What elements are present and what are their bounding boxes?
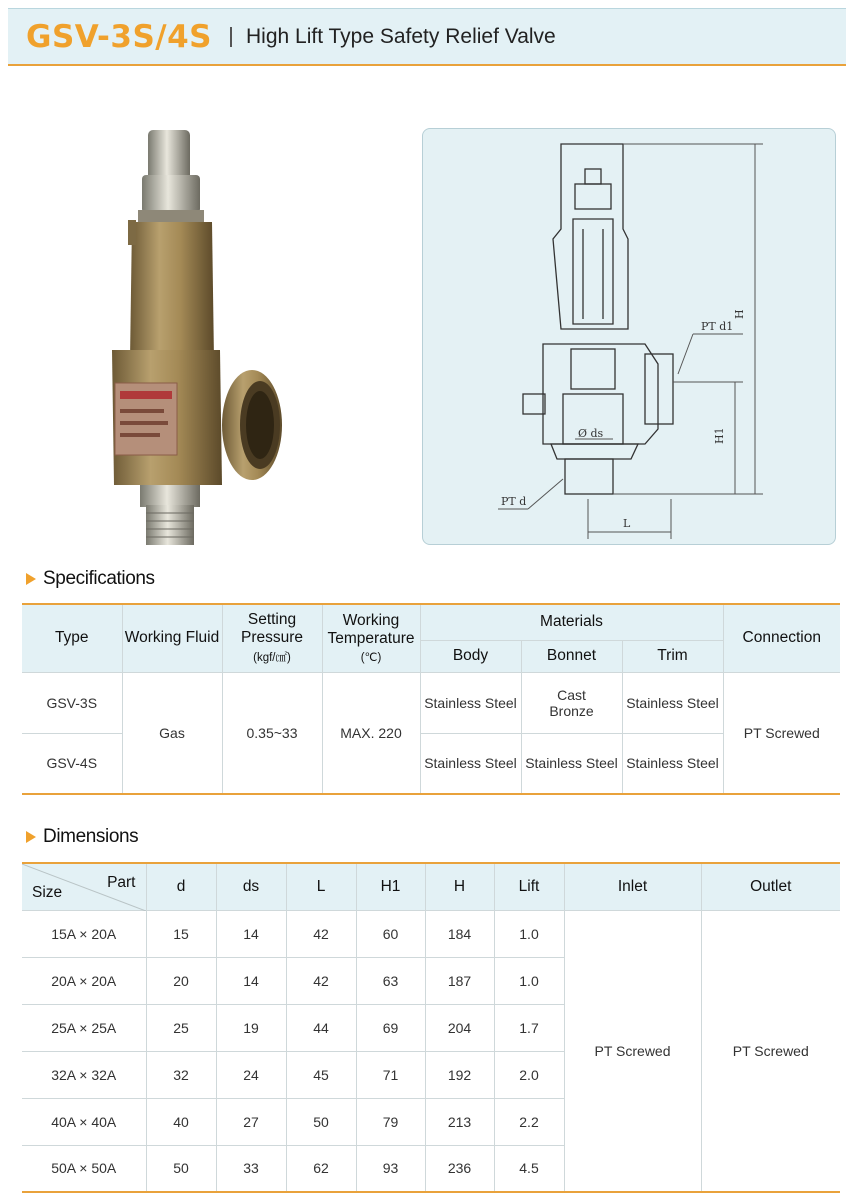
dim-lift-cell: 2.2 xyxy=(494,1098,564,1145)
dim-h1-cell: 60 xyxy=(356,910,425,957)
dimensions-table xyxy=(22,862,840,1193)
dim-ds-cell: 14 xyxy=(216,910,286,957)
dim-lift-cell: 4.5 xyxy=(494,1145,564,1192)
specifications-heading xyxy=(26,568,155,590)
dim-ds-cell: 24 xyxy=(216,1051,286,1098)
dim-h-cell: 187 xyxy=(425,957,494,1004)
spec-bonnet-cell: Cast Bronze xyxy=(521,672,622,733)
valve-cross-section-drawing xyxy=(423,129,837,546)
dim-size-cell: 32A × 32A xyxy=(22,1051,146,1098)
spec-header-fluid: Working Fluid xyxy=(122,604,222,672)
spec-header-temperature xyxy=(322,604,420,672)
spec-body-cell: Stainless Steel xyxy=(420,733,521,794)
spec-header-trim: Trim xyxy=(622,640,723,672)
triangle-bullet-icon xyxy=(26,573,36,585)
dim-size-cell: 40A × 40A xyxy=(22,1098,146,1145)
spec-trim-cell: Stainless Steel xyxy=(622,672,723,733)
dim-d-cell: 50 xyxy=(146,1145,216,1192)
dim-ds-cell: 14 xyxy=(216,957,286,1004)
dim-h-cell: 184 xyxy=(425,910,494,957)
dim-h1-cell: 63 xyxy=(356,957,425,1004)
spec-header-temperature-label: Working Temperature xyxy=(327,612,415,648)
triangle-bullet-icon xyxy=(26,831,36,843)
spec-header-body: Body xyxy=(420,640,521,672)
specifications-heading-text: Specifications xyxy=(43,568,155,589)
dim-d-cell: 32 xyxy=(146,1051,216,1098)
dim-header-part: Part xyxy=(107,874,136,891)
spec-pressure-cell: 0.35~33 xyxy=(222,672,322,794)
dim-h1-cell: 69 xyxy=(356,1004,425,1051)
dim-header-outlet: Outlet xyxy=(701,863,840,910)
spec-body-cell: Stainless Steel xyxy=(420,672,521,733)
dim-h-cell: 213 xyxy=(425,1098,494,1145)
dim-h-cell: 236 xyxy=(425,1145,494,1192)
dim-l-cell: 42 xyxy=(286,910,356,957)
valve-photo xyxy=(100,125,300,550)
dim-lift-cell: 1.7 xyxy=(494,1004,564,1051)
dimensions-heading-text: Dimensions xyxy=(43,826,139,847)
dim-size-cell: 20A × 20A xyxy=(22,957,146,1004)
dim-header-d: d xyxy=(146,863,216,910)
dim-l-cell: 62 xyxy=(286,1145,356,1192)
drawing-label-pt-d1: PT d1 xyxy=(701,320,734,333)
dim-l-cell: 44 xyxy=(286,1004,356,1051)
dim-header-h: H xyxy=(425,863,494,910)
dim-h1-cell: 71 xyxy=(356,1051,425,1098)
dim-lift-cell: 1.0 xyxy=(494,910,564,957)
spec-bonnet-cell: Stainless Steel xyxy=(521,733,622,794)
drawing-label-pt-d: PT d xyxy=(501,495,527,508)
spec-trim-cell: Stainless Steel xyxy=(622,733,723,794)
dim-d-cell: 40 xyxy=(146,1098,216,1145)
dim-size-cell: 25A × 25A xyxy=(22,1004,146,1051)
dim-outlet-cell: PT Screwed xyxy=(701,910,840,1192)
dim-d-cell: 25 xyxy=(146,1004,216,1051)
technical-drawing-panel xyxy=(422,128,836,545)
dim-size-cell: 15A × 20A xyxy=(22,910,146,957)
dim-h-cell: 192 xyxy=(425,1051,494,1098)
specifications-table xyxy=(22,603,840,795)
drawing-label-l: L xyxy=(623,517,631,530)
dim-d-cell: 20 xyxy=(146,957,216,1004)
dim-header-lift: Lift xyxy=(494,863,564,910)
spec-connection-cell: PT Screwed xyxy=(723,672,840,794)
dimensions-heading xyxy=(26,826,138,848)
table-row xyxy=(22,672,840,733)
spec-header-materials: Materials xyxy=(420,604,723,640)
spec-header-pressure-label: Setting Pressure xyxy=(240,611,304,647)
dim-l-cell: 45 xyxy=(286,1051,356,1098)
spec-header-pressure xyxy=(222,604,322,672)
drawing-label-h1: H1 xyxy=(713,427,726,444)
dim-header-inlet: Inlet xyxy=(564,863,701,910)
spec-type-cell: GSV-3S xyxy=(22,672,122,733)
spec-header-connection: Connection xyxy=(723,604,840,672)
dim-header-part-size xyxy=(22,863,146,910)
dim-lift-cell: 1.0 xyxy=(494,957,564,1004)
title-separator xyxy=(230,27,232,47)
dim-l-cell: 50 xyxy=(286,1098,356,1145)
spec-header-bonnet: Bonnet xyxy=(521,640,622,672)
dim-h-cell: 204 xyxy=(425,1004,494,1051)
title-bar xyxy=(8,8,846,66)
dim-ds-cell: 19 xyxy=(216,1004,286,1051)
spec-temperature-cell: MAX. 220 xyxy=(322,672,420,794)
dim-lift-cell: 2.0 xyxy=(494,1051,564,1098)
dim-header-l: L xyxy=(286,863,356,910)
drawing-label-ds: Ø ds xyxy=(578,427,604,440)
dim-d-cell: 15 xyxy=(146,910,216,957)
dim-ds-cell: 27 xyxy=(216,1098,286,1145)
spec-header-type: Type xyxy=(22,604,122,672)
dim-l-cell: 42 xyxy=(286,957,356,1004)
dim-ds-cell: 33 xyxy=(216,1145,286,1192)
drawing-label-h: H xyxy=(733,309,746,319)
spec-header-pressure-unit: (kgf/㎠) xyxy=(253,652,291,665)
product-subtitle: High Lift Type Safety Relief Valve xyxy=(246,24,556,48)
dim-h1-cell: 93 xyxy=(356,1145,425,1192)
spec-header-temperature-unit: (℃) xyxy=(360,652,382,665)
dim-inlet-cell: PT Screwed xyxy=(564,910,701,1192)
dim-header-h1: H1 xyxy=(356,863,425,910)
spec-fluid-cell: Gas xyxy=(122,672,222,794)
spec-type-cell: GSV-4S xyxy=(22,733,122,794)
dim-header-size: Size xyxy=(32,883,63,901)
table-row xyxy=(22,910,840,957)
dim-h1-cell: 79 xyxy=(356,1098,425,1145)
dim-size-cell: 50A × 50A xyxy=(22,1145,146,1192)
product-model: GSV-3S/4S xyxy=(26,18,212,55)
dim-header-ds: ds xyxy=(216,863,286,910)
